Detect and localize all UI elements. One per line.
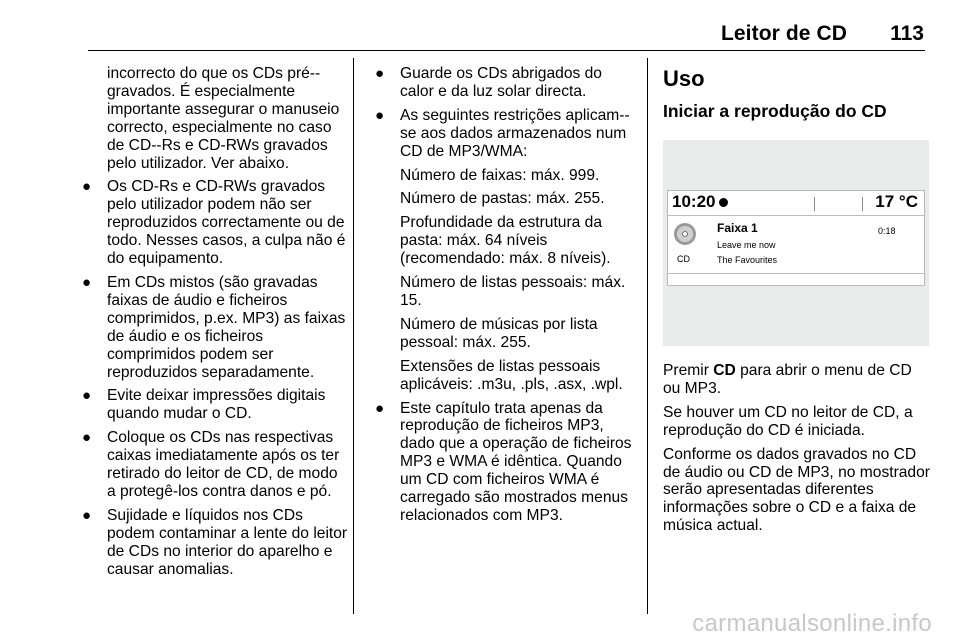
record-icon <box>719 198 728 207</box>
elapsed-time: 0:18 <box>878 226 896 236</box>
page-number: 113 <box>890 22 924 45</box>
display-illustration <box>663 140 929 346</box>
display-time: 10:20 <box>672 192 716 211</box>
cd-icon <box>674 223 696 245</box>
bullet-item <box>371 107 637 394</box>
p1-prefix: Premir <box>663 362 714 379</box>
limit-text: Profundidade da estrutura da pasta: máx. 64 níveis (recomendado: máx. 8 níveis). <box>400 214 611 268</box>
paragraph: Conforme os dados gravados no CD de áudio ou CD de MP3, no mostrador serão apresentadas diferentes informações sobre o CD e a faixa de música actual. <box>663 445 930 535</box>
display-separator <box>814 197 815 211</box>
column-1 <box>78 65 350 584</box>
watermark: carmanualsonline.info <box>692 610 932 637</box>
limit-text: Número de pastas: máx. 255. <box>400 190 605 208</box>
column-divider-1 <box>353 58 354 614</box>
paragraph <box>663 362 931 398</box>
bullet-text: Em CDs mistos (são gravadas faixas de áudio e ficheiros comprimidos, p.ex. MP3) as faixas de áudio e os ficheiros comprimidos podem ser reproduzidos separadamente. <box>107 273 346 381</box>
display-separator <box>862 197 863 211</box>
bullet-text: As seguintes restrições aplicam--se aos dados armazenados num CD de MP3/WMA: <box>400 106 630 160</box>
column-3 <box>663 66 931 541</box>
bullet-icon: ● <box>82 429 92 447</box>
limit-text: Número de listas pessoais: máx. 15. <box>400 274 626 309</box>
bullet-text: Coloque os CDs nas respectivas caixas imediatamente após os ter retirado do leitor de CD, de modo a protegê-los contra danos e pó. <box>107 429 340 500</box>
bullet-item <box>78 178 350 268</box>
section-title: Uso <box>663 66 705 91</box>
bullet-icon: ● <box>82 178 92 196</box>
column-divider-2 <box>647 58 648 614</box>
bullet-item <box>78 274 350 381</box>
bullet-text: Evite deixar impressões digitais quando mudar o CD. <box>107 387 326 423</box>
paragraph: Se houver um CD no leitor de CD, a reprodução do CD é iniciada. <box>663 403 913 439</box>
track-name: Faixa 1 <box>717 221 758 235</box>
page-header <box>0 0 960 56</box>
bullet-text: Guarde os CDs abrigados do calor e da luz solar directa. <box>400 65 602 100</box>
source-label: CD <box>677 254 690 264</box>
bullet-item <box>78 429 350 501</box>
limit-text: Número de músicas por lista pessoal: máx. 255. <box>400 315 598 351</box>
bullet-item <box>78 507 350 579</box>
limit-text: Número de faixas: máx. 999. <box>400 166 600 184</box>
bullet-item <box>371 65 637 101</box>
cd-button-label: CD <box>713 362 736 379</box>
bullet-item <box>371 400 637 525</box>
display-temperature: 17 °C <box>875 192 918 211</box>
radio-display <box>667 190 925 286</box>
page-title: Leitor de CD <box>720 22 847 45</box>
song-title: Leave me now <box>717 240 776 250</box>
bullet-icon: ● <box>375 106 385 124</box>
continuation-text: incorrecto do que os CDs pré--gravados. É especialmente importante assegurar o manuseio correcto, especialmente no caso de CD--Rs e CD-RWs gravados pelo utilizador. Ver abaixo. <box>107 65 340 172</box>
p1-suffix: para abrir o menu de CD ou MP3. <box>663 362 912 397</box>
bullet-icon: ● <box>375 399 385 417</box>
artist-name: The Favourites <box>717 255 778 265</box>
bullet-icon: ● <box>82 387 92 405</box>
bullet-icon: ● <box>82 273 92 291</box>
display-divider <box>668 215 924 216</box>
bullet-icon: ● <box>375 65 385 82</box>
bullet-item <box>78 387 350 423</box>
display-divider <box>668 273 924 274</box>
subsection-title: Iniciar a reprodução do CD <box>663 101 887 121</box>
header-rule <box>88 50 925 51</box>
bullet-icon: ● <box>82 506 92 524</box>
column-2 <box>371 65 637 531</box>
limit-text: Extensões de listas pessoais aplicáveis: .m3u, .pls, .asx, .wpl. <box>400 357 623 393</box>
bullet-text: Sujidade e líquidos nos CDs podem contaminar a lente do leitor de CDs no interior do aparelho e causar anomalias. <box>107 506 348 578</box>
bullet-text: Os CD-Rs e CD-RWs gravados pelo utilizador podem não ser reproduzidos correctamente ou de todo. Nesses casos, a culpa não é do equipamento. <box>107 178 346 268</box>
bullet-text: Este capítulo trata apenas da reprodução de ficheiros MP3, dado que a operação de ficheiros MP3 e WMA é idêntica. Quando um CD com ficheiros WMA é carregado são mostrados menus relacionados com MP3. <box>400 399 632 524</box>
